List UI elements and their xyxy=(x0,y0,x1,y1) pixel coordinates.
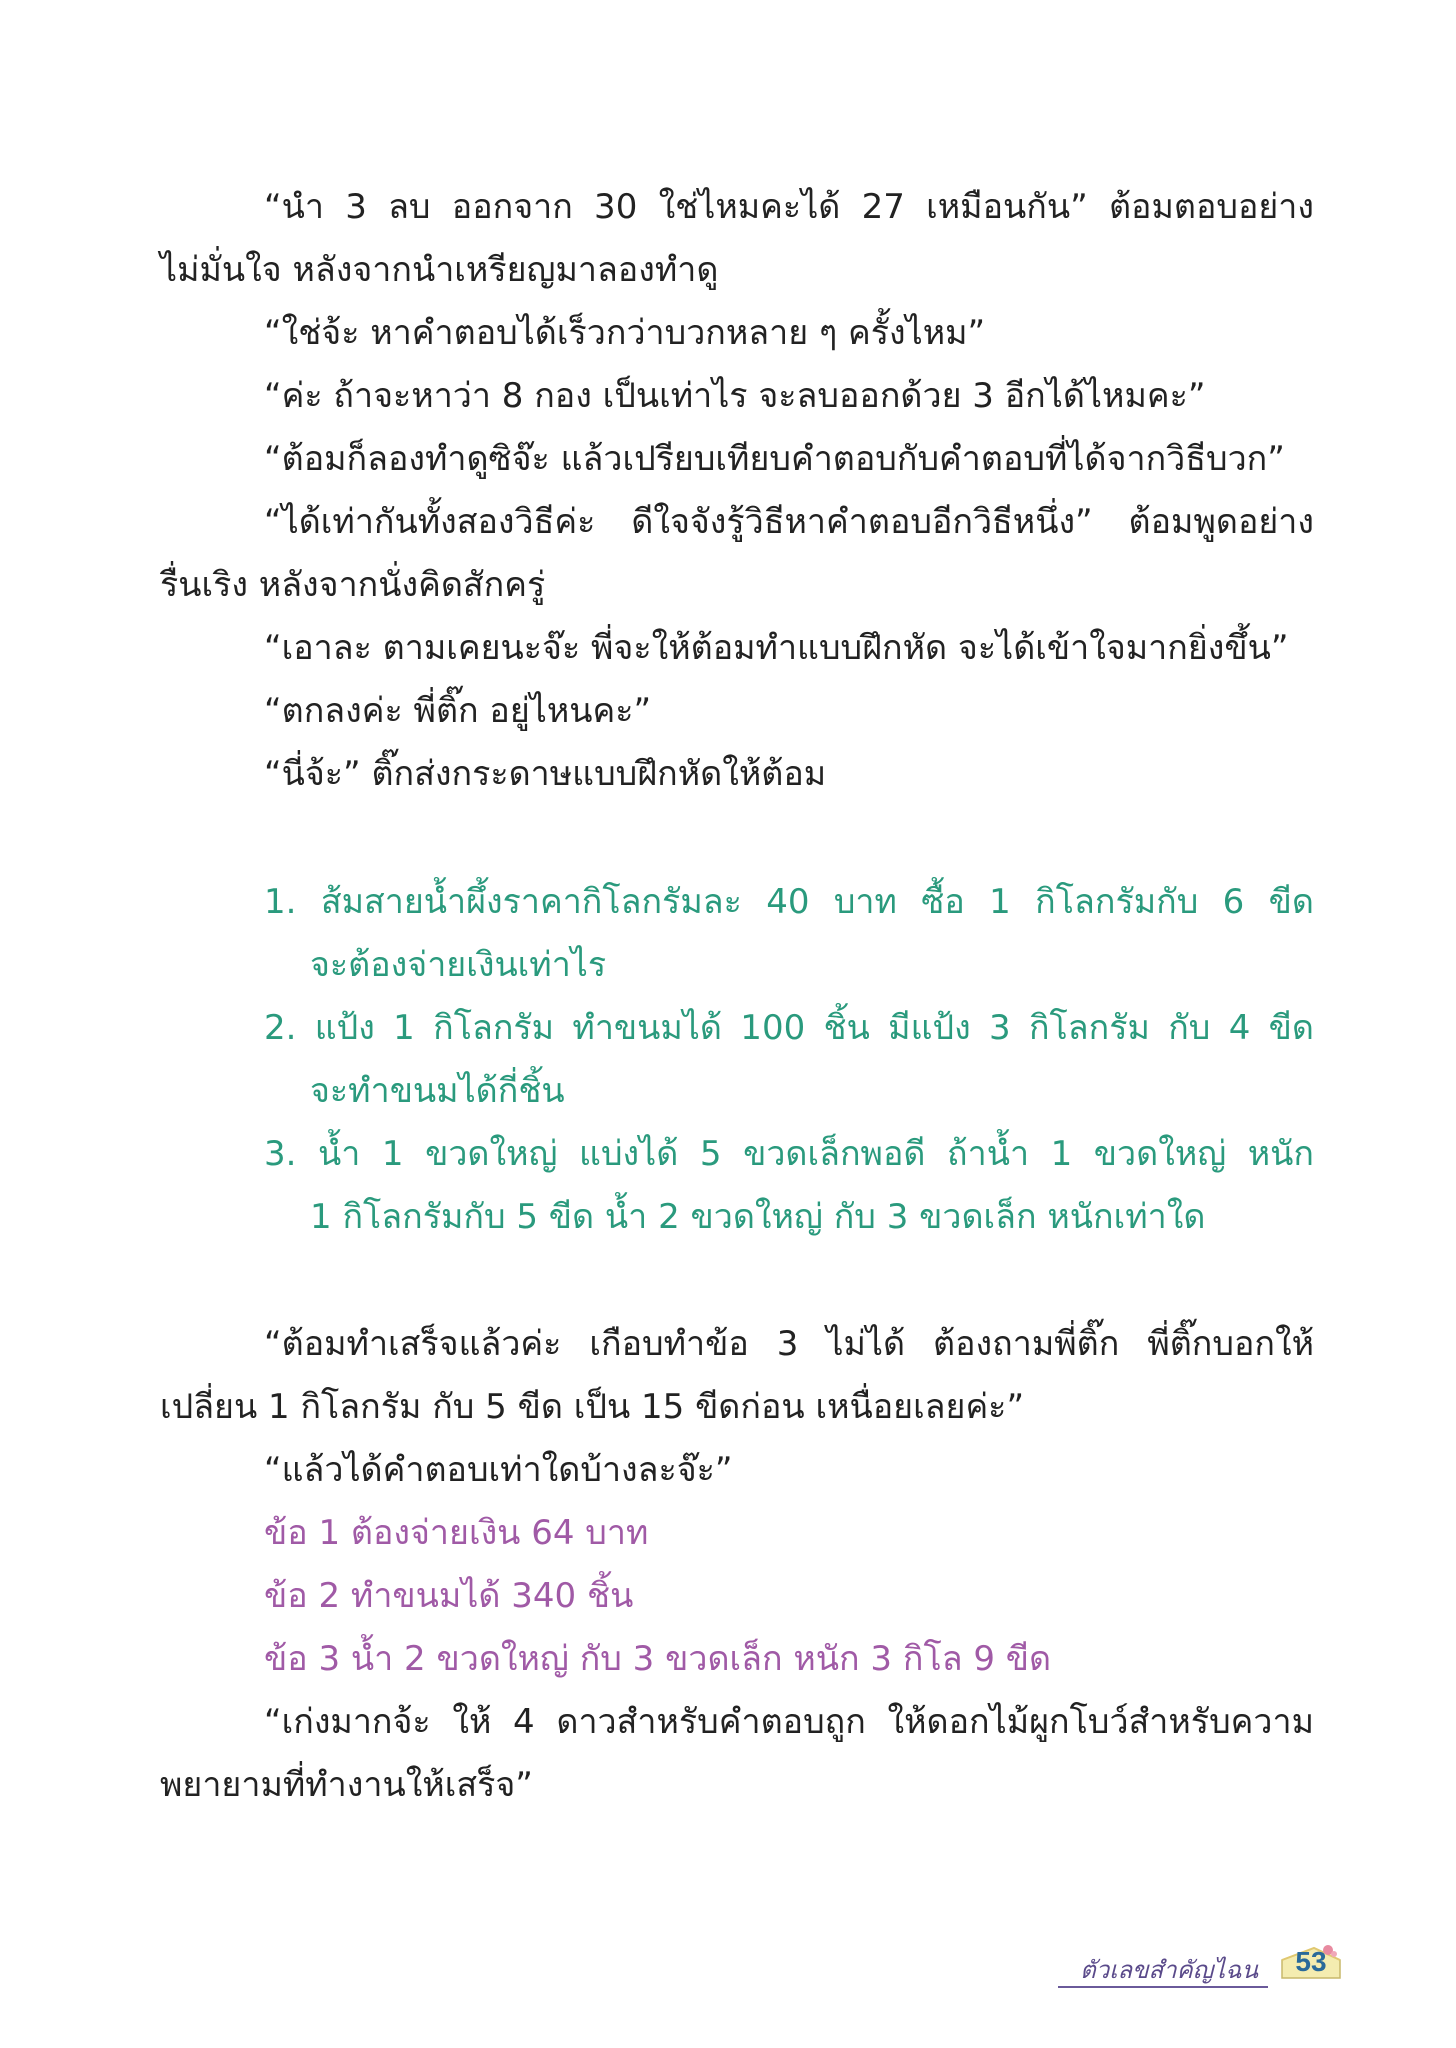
paragraph-1-line-2: ไม่มั่นใจ หลังจากนำเหรียญมาลองทำดู xyxy=(160,250,719,290)
paragraph-6: “เอาละ ตามเคยนะจ๊ะ พี่จะให้ต้อมทำแบบฝึกหัด จะได้เข้าใจมากยิ่งขึ้น” xyxy=(264,628,1289,668)
after-paragraph-1-line-2: เปลี่ยน 1 กิโลกรัม กับ 5 ขีด เป็น 15 ขีดก่อน เหนื่อยเลยค่ะ” xyxy=(160,1387,1025,1427)
exercise-2-line-2: จะทำขนมได้กี่ชิ้น xyxy=(310,1071,565,1111)
closing-line-1: “เก่งมากจ้ะ ให้ 4 ดาวสำหรับคำตอบถูก ให้ดอกไม้ผูกโบว์สำหรับความ xyxy=(264,1702,1314,1742)
book-title: ตัวเลขสำคัญไฉน xyxy=(1080,1956,1258,1984)
paragraph-8: “นี่จ้ะ” ติ๊กส่งกระดาษแบบฝึกหัดให้ต้อม xyxy=(264,754,827,794)
exercise-1-line-1: 1. ส้มสายน้ำผึ้งราคากิโลกรัมละ 40 บาท ซื้อ 1 กิโลกรัมกับ 6 ขีด xyxy=(264,882,1314,922)
after-paragraph-2: “แล้วได้คำตอบเท่าใดบ้างละจ๊ะ” xyxy=(264,1450,733,1490)
answer-3: ข้อ 3 น้ำ 2 ขวดใหญ่ กับ 3 ขวดเล็ก หนัก 3 กิโล 9 ขีด xyxy=(264,1639,1052,1679)
footer-underline xyxy=(1058,1986,1268,1988)
paragraph-4: “ต้อมก็ลองทำดูซิจ๊ะ แล้วเปรียบเทียบคำตอบกับคำตอบที่ได้จากวิธีบวก” xyxy=(264,439,1285,479)
paragraph-1-line-1: “นำ 3 ลบ ออกจาก 30 ใช่ไหมคะได้ 27 เหมือนกัน” ต้อมตอบอย่าง xyxy=(264,187,1314,227)
exercise-3-line-1: 3. น้ำ 1 ขวดใหญ่ แบ่งได้ 5 ขวดเล็กพอดี ถ้าน้ำ 1 ขวดใหญ่ หนัก xyxy=(264,1134,1314,1174)
answer-1: ข้อ 1 ต้องจ่ายเงิน 64 บาท xyxy=(264,1513,649,1553)
page-number: 53 xyxy=(1295,1946,1327,1977)
paragraph-2: “ใช่จ้ะ หาคำตอบได้เร็วกว่าบวกหลาย ๆ ครั้งไหม” xyxy=(264,313,986,353)
answer-2: ข้อ 2 ทำขนมได้ 340 ชิ้น xyxy=(264,1576,634,1616)
paragraph-5-line-1: “ได้เท่ากันทั้งสองวิธีค่ะ ดีใจจังรู้วิธีหาคำตอบอีกวิธีหนึ่ง” ต้อมพูดอย่าง xyxy=(264,502,1314,542)
after-paragraph-1-line-1: “ต้อมทำเสร็จแล้วค่ะ เกือบทำข้อ 3 ไม่ได้ ต้องถามพี่ติ๊ก พี่ติ๊กบอกให้ xyxy=(264,1324,1314,1364)
paragraph-3: “ค่ะ ถ้าจะหาว่า 8 กอง เป็นเท่าไร จะลบออกด้วย 3 อีกได้ไหมคะ” xyxy=(264,376,1206,416)
paragraph-7: “ตกลงค่ะ พี่ติ๊ก อยู่ไหนคะ” xyxy=(264,691,652,731)
exercise-1-line-2: จะต้องจ่ายเงินเท่าไร xyxy=(310,945,607,985)
exercise-3-line-2: 1 กิโลกรัมกับ 5 ขีด น้ำ 2 ขวดใหญ่ กับ 3 ขวดเล็ก หนักเท่าใด xyxy=(310,1197,1206,1237)
paragraph-5-line-2: รื่นเริง หลังจากนั่งคิดสักครู่ xyxy=(160,565,546,605)
exercise-2-line-1: 2. แป้ง 1 กิโลกรัม ทำขนมได้ 100 ชิ้น มีแป้ง 3 กิโลกรัม กับ 4 ขีด xyxy=(264,1008,1314,1048)
closing-line-2: พยายามที่ทำงานให้เสร็จ” xyxy=(160,1765,533,1805)
